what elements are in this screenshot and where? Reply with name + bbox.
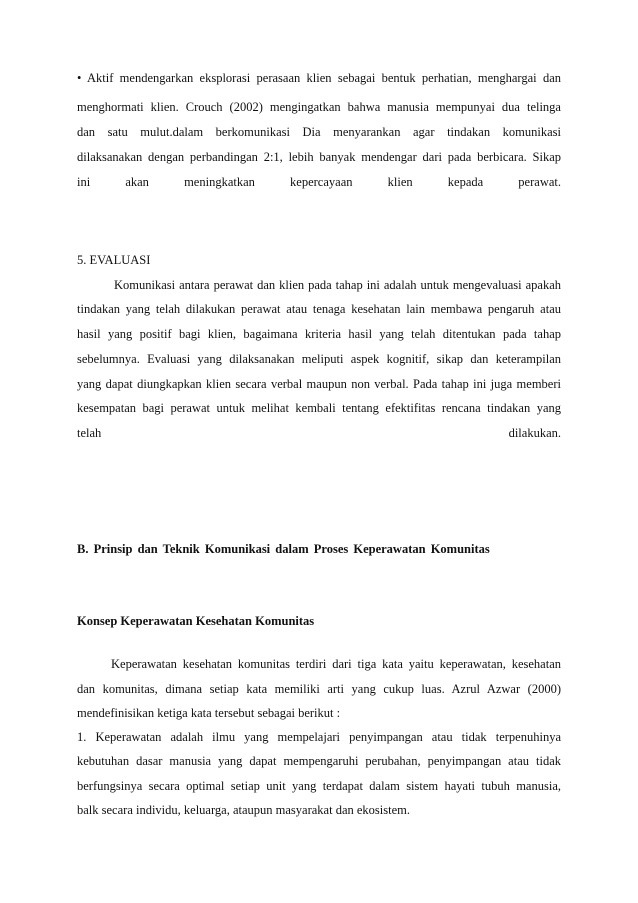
list-item-line: balk secara individu, keluarga, ataupun masyarakat dan ekosistem. [77,803,410,817]
paragraph-line: Keperawatan kesehatan komunitas terdiri dari tiga kata yaitu keperawatan, kesehatan [111,657,561,671]
paragraph-last-line [77,425,561,441]
paragraph-line: tindakan yang telah dilakukan perawat atau tenaga kesehatan lain membawa pengaruh atau [77,302,561,316]
paragraph-line: yang dapat diungkapkan klien secara verbal maupun non verbal. Pada tahap ini juga memberi [77,377,561,391]
list-item-line: berfungsinya secara optimal setiap unit yang terdapat dalam sistem hayati tubuh manusia, [77,779,561,793]
section-heading-evaluasi: 5. EVALUASI [77,253,151,267]
paragraph-line: sebelumnya. Evaluasi yang dilaksanakan meliputi aspek kognitif, sikap dan keterampilan [77,352,561,366]
paragraph-line: menghormati klien. Crouch (2002) mengingatkan bahwa manusia mempunyai dua telinga [77,100,561,114]
paragraph-line: dan komunitas, dimana setiap kata memiliki arti yang cukup luas. Azrul Azwar (2000) [77,682,561,696]
paragraph-line: ini akan meningkatkan kepercayaan klien kepada perawat. [77,175,561,189]
subsection-title: Konsep Keperawatan Kesehatan Komunitas [77,614,315,628]
paragraph-line: mendefinisikan ketiga kata tersebut sebagai berikut : [77,706,341,720]
paragraph-line: dilaksanakan dengan perbandingan 2:1, lebih banyak mendengar dari pada berbicara. Sikap [77,150,561,164]
last-line-left: telah [77,426,102,440]
last-line-right: dilakukan. [508,426,561,440]
paragraph-line: Komunikasi antara perawat dan klien pada tahap ini adalah untuk mengevaluasi apakah [114,278,561,292]
paragraph-line: hasil yang positif bagi klien, bagaimana kriteria hasil yang telah ditentukan pada tahap [77,327,561,341]
section-b-title: B. Prinsip dan Teknik Komunikasi dalam Proses Keperawatan Komunitas [77,542,490,556]
list-item-line: 1. Keperawatan adalah ilmu yang mempelajari penyimpangan atau tidak terpenuhinya [77,730,561,744]
list-item-line: kebutuhan dasar manusia yang dapat mempengaruhi perubahan, penyimpangan atau tidak [77,754,561,768]
paragraph-line: kesempatan bagi perawat untuk melihat kembali tentang efektifitas rencana tindakan yang [77,401,561,415]
paragraph-line: dan satu mulut.dalam berkomunikasi Dia menyarankan agar tindakan komunikasi [77,125,561,139]
paragraph-line: • Aktif mendengarkan eksplorasi perasaan klien sebagai bentuk perhatian, menghargai dan [77,71,561,85]
